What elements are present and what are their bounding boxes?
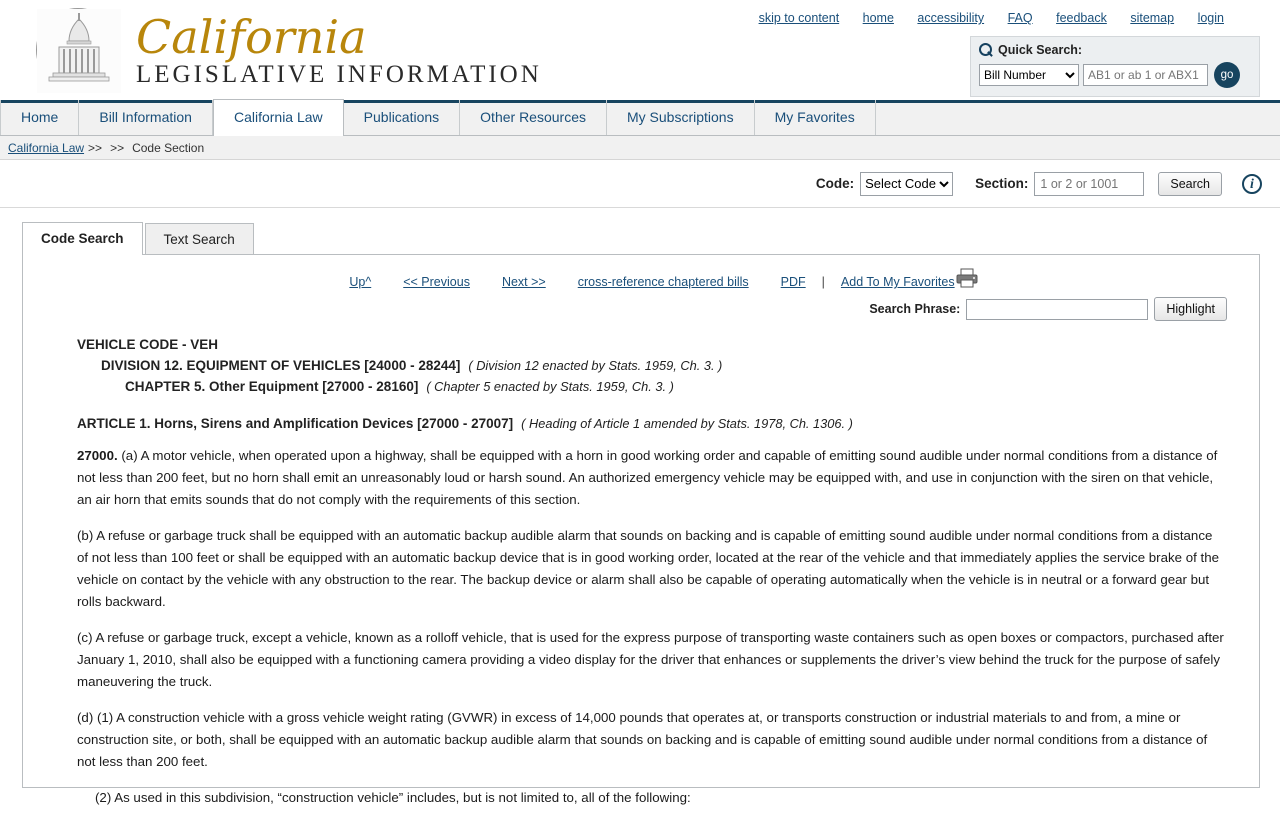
nav-tab-home[interactable]: Home (0, 100, 79, 135)
section-label: Section: (975, 176, 1029, 191)
nav-tab-my-favorites[interactable]: My Favorites (755, 100, 876, 135)
law-article-note: ( Heading of Article 1 amended by Stats. 1978, Ch. 1306. ) (521, 416, 853, 431)
quick-search-box (970, 36, 1260, 97)
site-logo[interactable] (36, 8, 542, 92)
link-accessibility[interactable]: accessibility (917, 11, 985, 25)
code-label: Code: (815, 176, 855, 191)
brand-legislative-information: LEGISLATIVE INFORMATION (136, 60, 542, 88)
info-icon[interactable]: i (1242, 174, 1262, 194)
content-area (0, 208, 1280, 805)
capitol-dome-icon (36, 8, 120, 92)
breadcrumb-sep-2: >> (110, 140, 125, 155)
brand-text (136, 9, 542, 88)
breadcrumb (0, 136, 1280, 160)
nav-tab-other-resources[interactable]: Other Resources (460, 100, 607, 135)
code-section-search-bar (0, 160, 1280, 208)
law-paragraph-d: (d) (1) A construction vehicle with a gross vehicle weight rating (GVWR) in excess of 14,000 pounds that operates at, or transports construction or industrial materials to and from, a mine or construction site, or both, shall be equipped with an automatic backup audible alarm that sounds on backing and is capable of emitting sound audible under normal conditions from a distance of not less than 200 feet. (77, 710, 1208, 769)
link-add-to-my-favorites[interactable]: Add To My Favorites (840, 275, 955, 289)
utility-links (739, 11, 1224, 25)
law-section-number: 27000. (77, 448, 118, 463)
law-article (77, 416, 1227, 431)
search-phrase-label: Search Phrase: (869, 302, 961, 316)
brand-california: California (136, 9, 367, 64)
quick-search-label: Quick Search: (998, 43, 1083, 57)
link-cross-reference-chaptered-bills[interactable]: cross-reference chaptered bills (577, 275, 749, 289)
search-mode-tabs (22, 222, 1260, 255)
nav-tab-my-subscriptions[interactable]: My Subscriptions (607, 100, 755, 135)
toolbar-separator: | (821, 275, 825, 289)
nav-tab-bill-information[interactable]: Bill Information (79, 100, 213, 135)
search-button[interactable]: Search (1158, 172, 1222, 196)
breadcrumb-sep-1: >> (88, 140, 103, 155)
quick-search-input[interactable] (1083, 64, 1208, 86)
link-skip-to-content[interactable]: skip to content (758, 11, 840, 25)
link-previous[interactable]: << Previous (403, 275, 470, 289)
tab-text-search[interactable]: Text Search (145, 223, 254, 255)
quick-search-controls (979, 62, 1251, 88)
law-division-text: DIVISION 12. EQUIPMENT OF VEHICLES [24000 - 28244] (101, 358, 461, 373)
law-panel (22, 254, 1260, 805)
site-header (0, 0, 1280, 100)
quick-search-label-row (979, 43, 1251, 57)
law-chapter-text: CHAPTER 5. Other Equipment [27000 - 28160] (125, 379, 419, 394)
code-select[interactable] (860, 172, 953, 196)
link-pdf[interactable]: PDF (780, 275, 806, 289)
link-faq[interactable]: FAQ (1007, 11, 1033, 25)
search-phrase-input[interactable] (966, 299, 1148, 320)
law-code-title: VEHICLE CODE - VEH (77, 337, 219, 352)
link-login[interactable]: login (1197, 11, 1224, 25)
link-feedback[interactable]: feedback (1056, 11, 1107, 25)
link-up[interactable]: Up^ (349, 275, 372, 289)
search-icon (979, 43, 993, 57)
nav-tab-publications[interactable]: Publications (344, 100, 461, 135)
quick-search-go-button[interactable]: go (1214, 62, 1240, 88)
law-article-text: ARTICLE 1. Horns, Sirens and Amplification Devices [27000 - 27007] (77, 416, 514, 431)
nav-tab-california-law[interactable]: California Law (213, 99, 344, 136)
law-chapter-note: ( Chapter 5 enacted by Stats. 1959, Ch. 3. ) (426, 379, 674, 394)
breadcrumb-california-law[interactable]: California Law (8, 140, 85, 155)
law-division-note: ( Division 12 enacted by Stats. 1959, Ch. 3. ) (468, 358, 723, 373)
law-chapter (125, 379, 1227, 394)
link-next[interactable]: Next >> (501, 275, 546, 289)
law-paragraph-b: (b) A refuse or garbage truck shall be equipped with an automatic backup audible alarm that sounds on backing and is capable of emitting sound audible under normal conditions from a distance of not less than 100 feet or shall be equipped with an automatic backup device that is in good working order, located at the rear of the vehicle and that immediately applies the service brake of the vehicle on contact by the vehicle with any obstruction to the rear. The backup device or alarm shall also be capable of operating automatically when the vehicle is in neutral or a forward gear but rolls backward. (77, 528, 1220, 609)
link-home[interactable]: home (862, 11, 894, 25)
section-input[interactable] (1034, 172, 1144, 196)
printer-icon[interactable] (955, 268, 979, 288)
law-paragraph-a-text: (a) A motor vehicle, when operated upon a highway, shall be equipped with a horn in good working order and capable of emitting sound audible under normal conditions from a distance of not less than 200 feet, but no horn shall emit an unreasonably loud or harsh sound. An authorized emergency vehicle may be equipped with, and use in conjunction with the siren on that vehicle, an air horn that emits sounds that do not comply with the requirements of this section. (77, 448, 1218, 507)
law-paragraph-d2: (2) As used in this subdivision, “construction vehicle” includes, but is not limited to, all of the following: (95, 790, 691, 805)
law-paragraph-a (77, 445, 1227, 511)
highlight-button[interactable]: Highlight (1154, 297, 1227, 321)
link-sitemap[interactable]: sitemap (1130, 11, 1175, 25)
law-division (101, 358, 1227, 373)
main-nav (0, 100, 1280, 136)
breadcrumb-current: Code Section (132, 140, 205, 155)
document-toolbar (77, 271, 1227, 293)
quick-search-type-select[interactable] (979, 64, 1079, 86)
tab-code-search[interactable]: Code Search (22, 222, 143, 255)
search-phrase-row (77, 297, 1227, 321)
law-paragraph-c: (c) A refuse or garbage truck, except a vehicle, known as a rolloff vehicle, that is used for the express purpose of transporting waste containers such as open boxes or compactors, purchased after January 1, 2010, shall also be equipped with a functioning camera providing a video display for the driver that enhances or supplements the driver’s view behind the truck for the purpose of safely maneuvering the truck. (77, 630, 1224, 689)
